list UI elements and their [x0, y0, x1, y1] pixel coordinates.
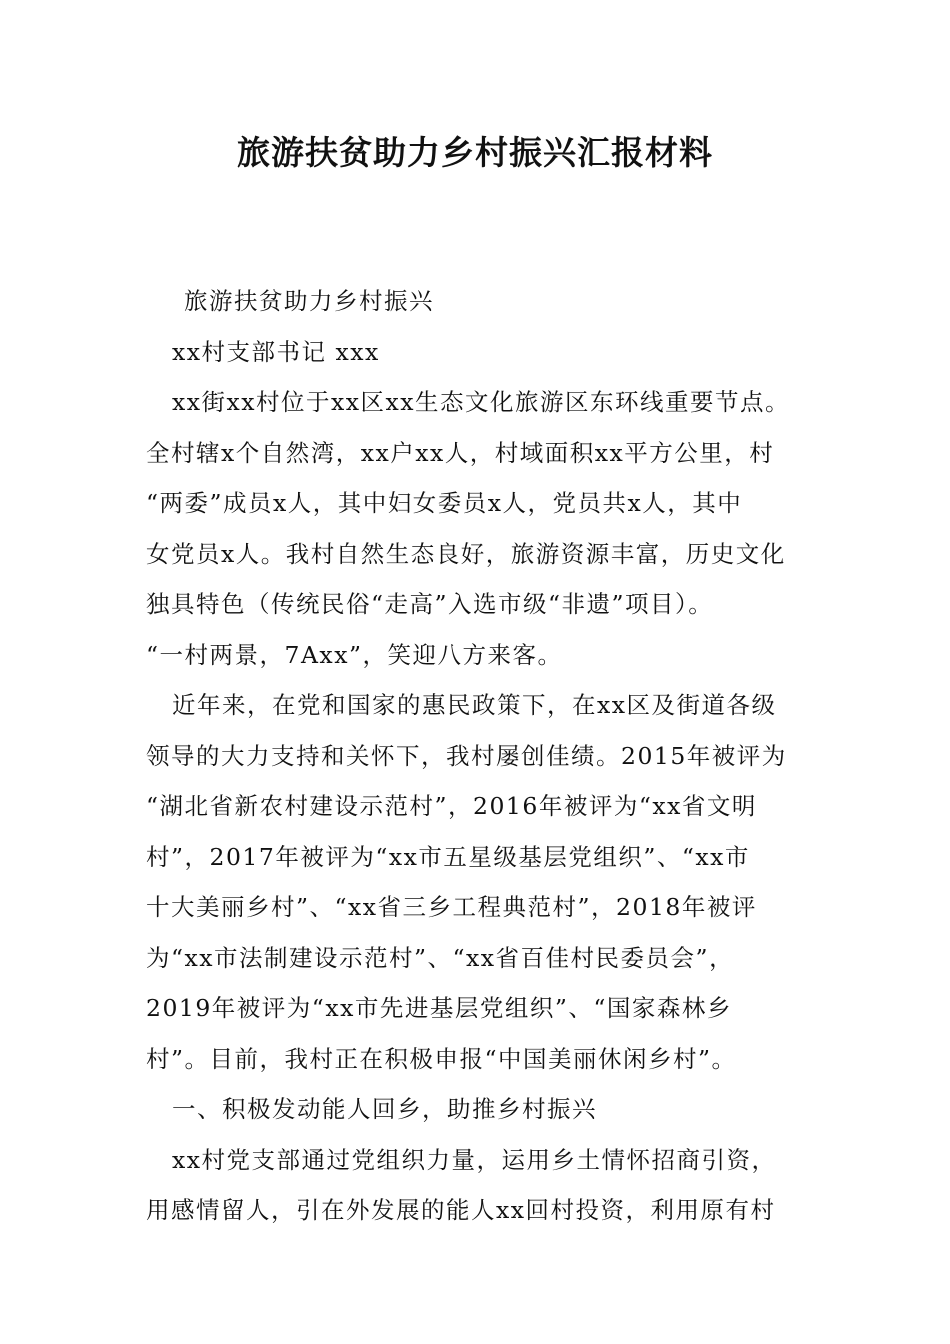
document-title: 旅游扶贫助力乡村振兴汇报材料 — [237, 133, 713, 172]
paragraph-line: 十大美丽乡村”、“xx省三乡工程典范村”，2018年被评 — [146, 893, 757, 921]
paragraph-line: xx街xx村位于xx区xx生态文化旅游区东环线重要节点。 — [172, 388, 791, 416]
paragraph-line: 领导的大力支持和关怀下，我村屡创佳绩。2015年被评为 — [146, 741, 787, 770]
paragraph-line: 村”。目前，我村正在积极申报“中国美丽休闲乡村”。 — [146, 1044, 737, 1073]
subtitle-line: 旅游扶贫助力乡村振兴 — [184, 287, 434, 315]
paragraph-line: 为“xx市法制建设示范村”、“xx省百佳村民委员会”， — [146, 943, 735, 972]
paragraph-line: 女党员x人。我村自然生态良好，旅游资源丰富，历史文化 — [146, 539, 786, 568]
paragraph-line: 2019年被评为“xx市先进基层党组织”、“国家森林乡 — [146, 994, 732, 1022]
paragraph-line: 独具特色（传统民俗“走高”入选市级“非遗”项目）。 — [146, 590, 714, 618]
section-heading: 一、积极发动能人回乡，助推乡村振兴 — [172, 1095, 597, 1123]
paragraph-line: 全村辖x个自然湾，xx户xx人，村域面积xx平方公里，村 — [146, 438, 775, 467]
paragraph-line: “湖北省新农村建设示范村”，2016年被评为“xx省文明 — [146, 792, 757, 820]
paragraph-line: “一村两景，7Axx”，笑迎八方来客。 — [146, 640, 563, 669]
paragraph-line: xx村党支部通过党组织力量，运用乡土情怀招商引资， — [172, 1145, 777, 1174]
paragraph-line: 用感情留人，引在外发展的能人xx回村投资，利用原有村 — [146, 1196, 776, 1224]
paragraph-line: “两委”成员x人，其中妇女委员x人，党员共x人，其中 — [146, 489, 743, 517]
author-line: xx村支部书记 xxx — [172, 337, 380, 366]
paragraph-line: 村”，2017年被评为“xx市五星级基层党组织”、“xx市 — [146, 842, 750, 871]
document-body — [146, 276, 816, 1236]
paragraph-line: 近年来，在党和国家的惠民政策下，在xx区及街道各级 — [172, 691, 777, 719]
